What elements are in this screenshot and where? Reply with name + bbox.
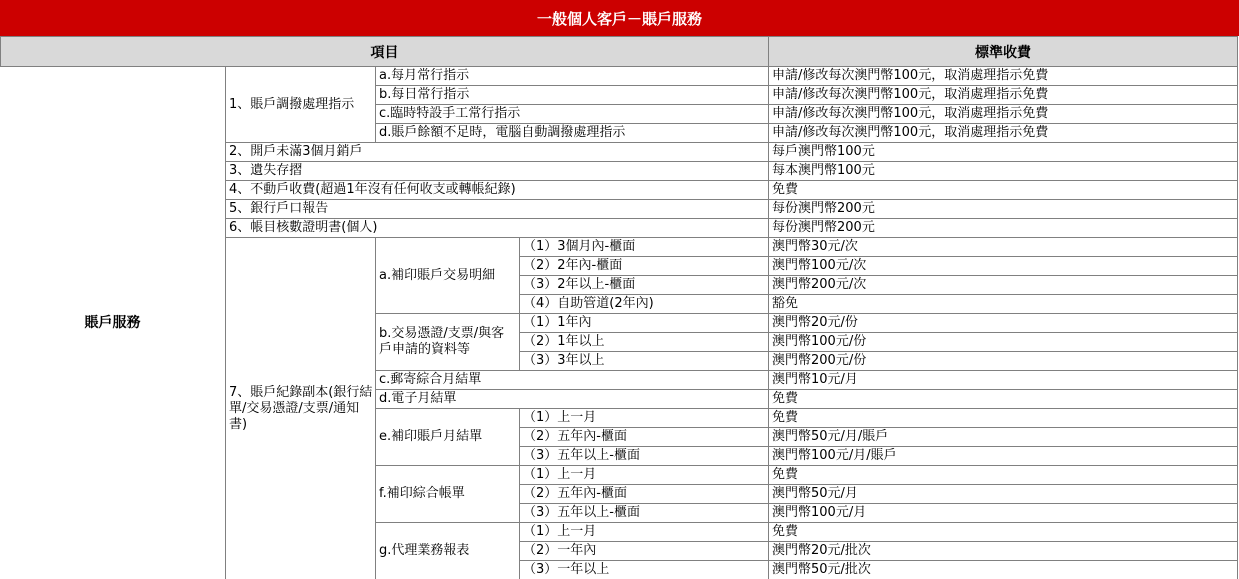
item-fee: 免費	[769, 181, 1238, 200]
group7f-label: f.補印綜合帳單	[376, 466, 520, 523]
group7b-sub: （2）1年以上	[520, 333, 769, 352]
group7g-fee: 澳門幣20元/批次	[769, 542, 1238, 561]
group7a-sub: （4）自助管道(2年內)	[520, 295, 769, 314]
group7g-sub: （1）上一月	[520, 523, 769, 542]
group7e-fee: 澳門幣100元/月/賬戶	[769, 447, 1238, 466]
group1-label: 1、賬戶調撥處理指示	[226, 67, 376, 143]
group7e-sub: （3）五年以上-櫃面	[520, 447, 769, 466]
group7a-fee: 澳門幣200元/次	[769, 276, 1238, 295]
group7g-fee: 澳門幣50元/批次	[769, 561, 1238, 579]
group7a-sub: （3）2年以上-櫃面	[520, 276, 769, 295]
item-label: 5、銀行戶口報告	[226, 200, 769, 219]
item-fee: 每份澳門幣200元	[769, 219, 1238, 238]
group7f-sub: （1）上一月	[520, 466, 769, 485]
group1-fee: 申請/修改每次澳門幣100元，取消處理指示免費	[769, 86, 1238, 105]
group7c-fee: 澳門幣10元/月	[769, 371, 1238, 390]
group7c-label: c.郵寄綜合月結單	[376, 371, 769, 390]
group7b-sub: （3）3年以上	[520, 352, 769, 371]
group7g-sub: （2）一年內	[520, 542, 769, 561]
group7b-fee: 澳門幣100元/份	[769, 333, 1238, 352]
group7f-fee: 免費	[769, 466, 1238, 485]
group7g-label: g.代理業務報表	[376, 523, 520, 579]
group7-label: 7、賬戶紀錄副本(銀行結單/交易憑證/支票/通知書)	[226, 238, 376, 579]
item-label: 3、遺失存摺	[226, 162, 769, 181]
group7f-sub: （3）五年以上-櫃面	[520, 504, 769, 523]
group7g-fee: 免費	[769, 523, 1238, 542]
group1-sub: d.賬戶餘額不足時，電腦自動調撥處理指示	[376, 124, 769, 143]
group7a-label: a.補印賬戶交易明細	[376, 238, 520, 314]
item-fee: 每戶澳門幣100元	[769, 143, 1238, 162]
group1-fee: 申請/修改每次澳門幣100元，取消處理指示免費	[769, 105, 1238, 124]
group7d-fee: 免費	[769, 390, 1238, 409]
group7f-sub: （2）五年內-櫃面	[520, 485, 769, 504]
group7b-fee: 澳門幣200元/份	[769, 352, 1238, 371]
group7b-fee: 澳門幣20元/份	[769, 314, 1238, 333]
group7g-sub: （3）一年以上	[520, 561, 769, 579]
group7a-fee: 豁免	[769, 295, 1238, 314]
group1-sub: c.臨時特設手工常行指示	[376, 105, 769, 124]
group7f-fee: 澳門幣100元/月	[769, 504, 1238, 523]
group7b-sub: （1）1年內	[520, 314, 769, 333]
page-title: 一般個人客戶－賬戶服務	[0, 0, 1239, 36]
group1-fee: 申請/修改每次澳門幣100元，取消處理指示免費	[769, 67, 1238, 86]
group7a-sub: （2）2年內-櫃面	[520, 257, 769, 276]
item-label: 6、帳目核數證明書(個人)	[226, 219, 769, 238]
item-label: 4、不動戶收費(超過1年沒有任何收支或轉帳紀錄)	[226, 181, 769, 200]
group7a-sub: （1）3個月內-櫃面	[520, 238, 769, 257]
group7f-fee: 澳門幣50元/月	[769, 485, 1238, 504]
group7a-fee: 澳門幣100元/次	[769, 257, 1238, 276]
group7b-label: b.交易憑證/支票/與客戶申請的資料等	[376, 314, 520, 371]
category-label: 賬戶服務	[0, 67, 226, 579]
group1-fee: 申請/修改每次澳門幣100元，取消處理指示免費	[769, 124, 1238, 143]
header-item: 項目	[0, 36, 769, 67]
item-fee: 每本澳門幣100元	[769, 162, 1238, 181]
group7e-sub: （1）上一月	[520, 409, 769, 428]
group7e-label: e.補印賬戶月結單	[376, 409, 520, 466]
group7e-fee: 澳門幣50元/月/賬戶	[769, 428, 1238, 447]
item-label: 2、開戶未滿3個月銷戶	[226, 143, 769, 162]
group7a-fee: 澳門幣30元/次	[769, 238, 1238, 257]
group7d-label: d.電子月結單	[376, 390, 769, 409]
group7e-fee: 免費	[769, 409, 1238, 428]
header-fee: 標準收費	[769, 36, 1238, 67]
item-fee: 每份澳門幣200元	[769, 200, 1238, 219]
group1-sub: b.每日常行指示	[376, 86, 769, 105]
group1-sub: a.每月常行指示	[376, 67, 769, 86]
group7e-sub: （2）五年內-櫃面	[520, 428, 769, 447]
